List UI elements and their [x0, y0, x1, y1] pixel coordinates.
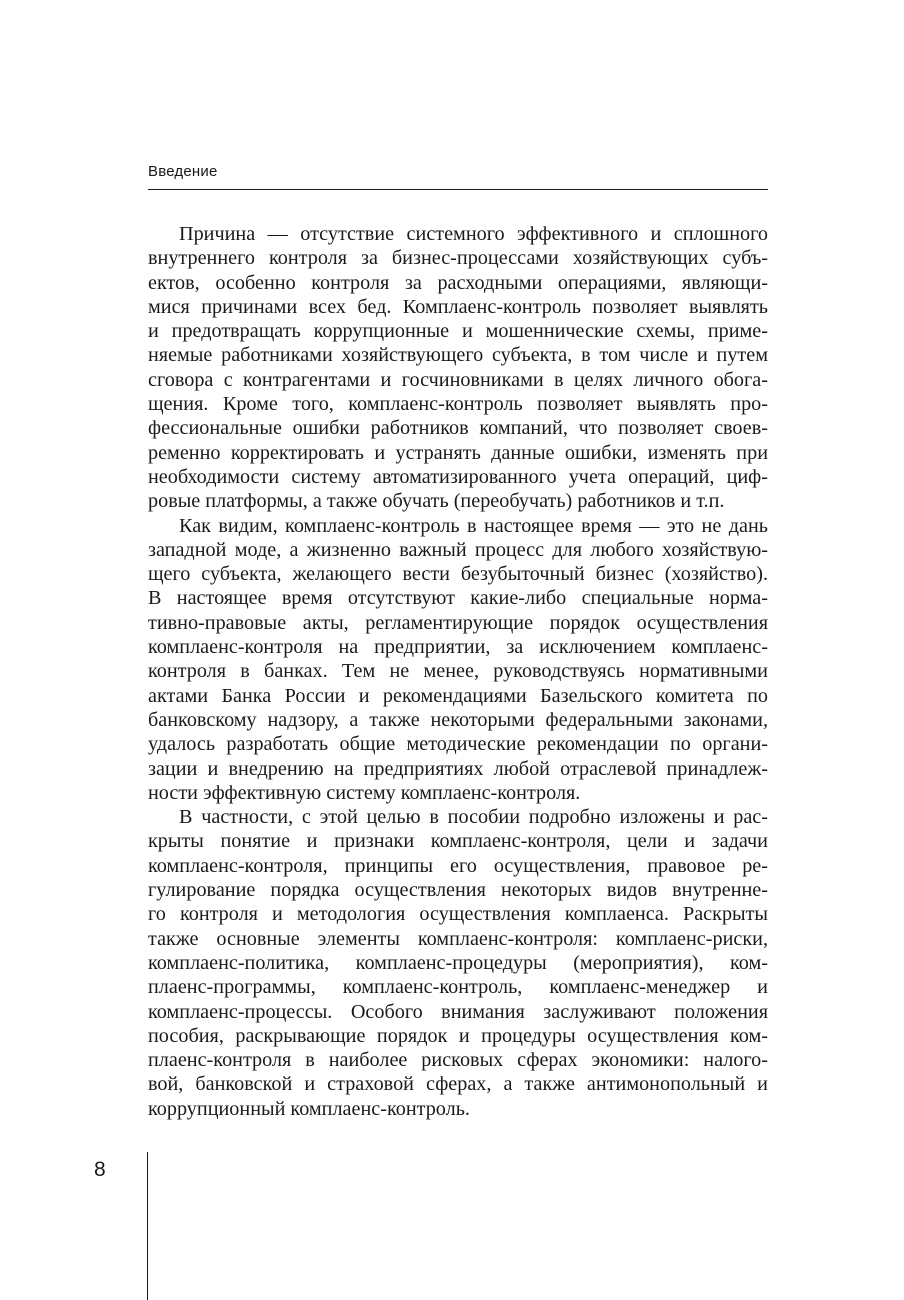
paragraph-2-line: тивно-правовые акты, регламентирующие порядок осуществления	[148, 611, 768, 634]
paragraph-1-line: ременно корректировать и устранять данные ошибки, изменять при	[148, 441, 768, 464]
paragraph-1-line: фессиональные ошибки работников компаний, что позволяет своев-	[148, 417, 768, 440]
paragraph-1-line: Причина — отсутствие системного эффективного и сплошного	[179, 223, 768, 245]
paragraph-1-line: ектов, особенно контроля за расходными операциями, являющи-	[148, 271, 768, 294]
paragraph-3-line: гулирование порядка осуществления некоторых видов внутренне-	[148, 879, 768, 902]
paragraphs	[148, 222, 768, 1121]
paragraph-1-line: сговора с контрагентами и госчиновниками в целях личного обога-	[148, 368, 768, 391]
paragraph-1-line: мися причинами всех бед. Комплаенс-контроль позволяет выявлять	[148, 295, 768, 318]
paragraph-2-line: банковскому надзору, а также некоторыми федеральными законами,	[148, 708, 768, 731]
header-divider	[148, 189, 768, 190]
paragraph-2-line: удалось разработать общие методические рекомендации по органи-	[148, 733, 768, 756]
paragraph-3-line: коррупционный комплаенс-контроль.	[148, 1097, 470, 1120]
paragraph-2-line: Как видим, комплаенс-контроль в настоящее время — это не дань	[179, 514, 768, 537]
paragraph-1-line: необходимости систему автоматизированного учета операций, циф-	[148, 465, 768, 488]
page-number: 8	[94, 1158, 106, 1181]
paragraph-2-line: ности эффективную систему комплаенс-контроля.	[148, 781, 581, 804]
paragraph-3-line: пособия, раскрывающие порядок и процедуры осуществления ком-	[148, 1024, 768, 1047]
paragraph-2-line: щего субъекта, желающего вести безубыточный бизнес (хозяйство).	[148, 563, 768, 586]
paragraph-2-line: западной моде, а жизненно важный процесс для любого хозяйствую-	[148, 538, 768, 561]
running-head: Введение	[148, 163, 218, 180]
paragraph-3-line: плаенс-контроля в наиболее рисковых сферах экономики: налого-	[148, 1049, 768, 1072]
paragraph-2-line: зации и внедрению на предприятиях любой отраслевой принадлеж-	[148, 757, 768, 780]
paragraph-3-line: также основные элементы комплаенс-контроля: комплаенс-риски,	[148, 927, 768, 950]
paragraph-1-line: ровые платформы, а также обучать (переобучать) работников и т.п.	[148, 490, 725, 513]
margin-rule	[147, 1152, 148, 1300]
paragraph-3-line: го контроля и методология осуществления комплаенса. Раскрыты	[148, 903, 768, 926]
paragraph-3-line: крыты понятие и признаки комплаенс-контроля, цели и задачи	[148, 830, 768, 853]
paragraph-3-line: В частности, с этой целью в пособии подробно изложены и рас-	[179, 806, 768, 829]
paragraph-1-line: и предотвращать коррупционные и мошеннические схемы, приме-	[148, 320, 768, 343]
paragraph-2-line: актами Банка России и рекомендациями Базельского комитета по	[148, 684, 768, 707]
paragraph-1-line: няемые работниками хозяйствующего субъекта, в том числе и путем	[148, 344, 768, 367]
paragraph-2-line: В настоящее время отсутствуют какие-либо специальные норма-	[148, 587, 768, 610]
paragraph-3-line: комплаенс-процессы. Особого внимания заслуживают положения	[148, 1000, 768, 1023]
body-text	[148, 222, 768, 1121]
paragraph-3-line: комплаенс-политика, комплаенс-процедуры (мероприятия), ком-	[148, 951, 768, 974]
paragraph-3-line: вой, банковской и страховой сферах, а также антимонопольный и	[148, 1073, 768, 1096]
paragraph-1-line: щения. Кроме того, комплаенс-контроль позволяет выявлять про-	[148, 393, 768, 416]
paragraph-3-line: плаенс-программы, комплаенс-контроль, комплаенс-менеджер и	[148, 976, 768, 999]
paragraph-1-line: внутреннего контроля за бизнес-процессами хозяйствующих субъ-	[148, 247, 768, 270]
paragraph-2-line: контроля в банках. Тем не менее, руководствуясь нормативными	[148, 660, 768, 683]
paragraph-2-line: комплаенс-контроля на предприятии, за исключением комплаенс-	[148, 636, 768, 659]
paragraph-3-line: комплаенс-контроля, принципы его осуществления, правовое ре-	[148, 854, 768, 877]
